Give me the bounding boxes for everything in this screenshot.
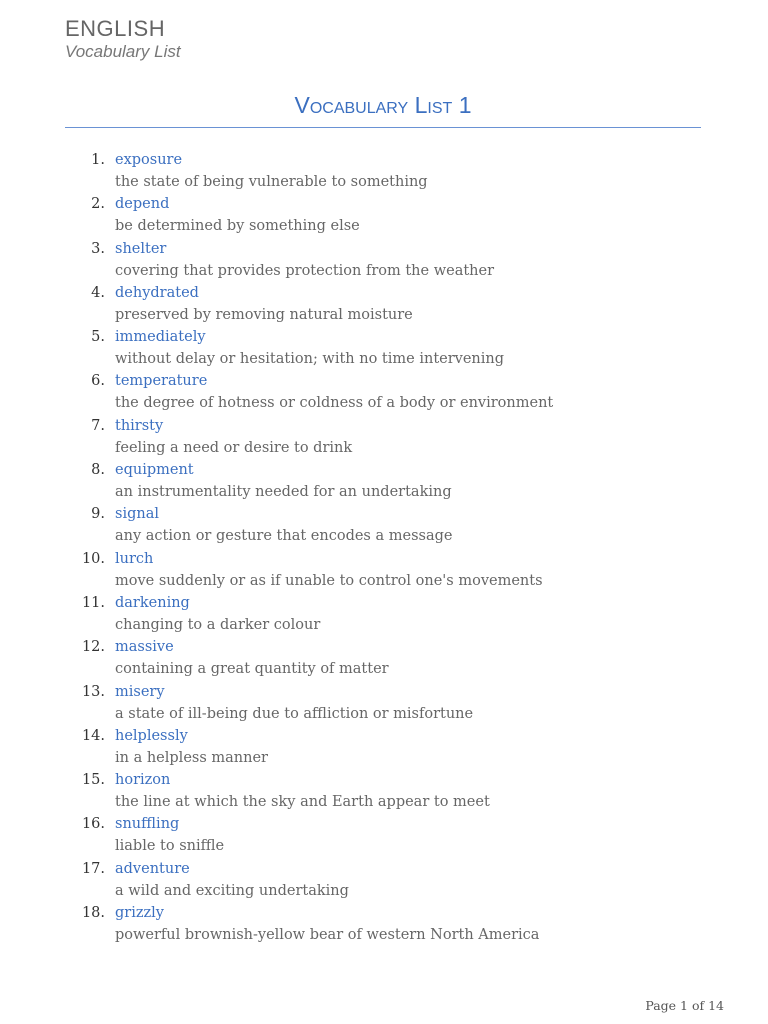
word-definition: without delay or hesitation; with no time intervening [115, 351, 505, 368]
item-number: 18. [81, 905, 105, 922]
item-number: 3. [91, 240, 105, 257]
subject-heading: ENGLISH [65, 16, 166, 41]
word-definition: a wild and exciting undertaking [115, 882, 349, 899]
item-number: 15. [81, 772, 105, 789]
word-definition: containing a great quantity of matter [115, 661, 389, 678]
vocabulary-word: lurch [115, 550, 154, 567]
list-title: Vocabulary List 1 [294, 92, 472, 118]
word-definition: be determined by something else [115, 218, 360, 235]
item-number: 2. [91, 196, 105, 213]
word-definition: in a helpless manner [115, 749, 268, 766]
item-number: 10. [81, 550, 105, 567]
word-definition: move suddenly or as if unable to control one's movements [115, 572, 543, 589]
vocabulary-item [65, 459, 705, 503]
word-definition: an instrumentality needed for an undertaking [115, 484, 452, 501]
vocabulary-word: darkening [115, 594, 190, 611]
vocabulary-item [65, 725, 705, 769]
word-definition: feeling a need or desire to drink [115, 439, 353, 456]
vocabulary-word: grizzly [115, 905, 164, 922]
document-type-subtitle: Vocabulary List [65, 42, 181, 61]
item-number: 7. [91, 417, 105, 434]
vocabulary-item [65, 636, 705, 680]
vocabulary-item [65, 548, 705, 592]
vocabulary-word: depend [115, 196, 170, 213]
item-number: 8. [91, 462, 105, 479]
word-definition: the line at which the sky and Earth appear to meet [115, 794, 490, 811]
vocabulary-word: temperature [115, 373, 208, 390]
vocabulary-word: shelter [115, 240, 167, 257]
vocabulary-item [65, 282, 705, 326]
vocabulary-word: helplessly [115, 727, 188, 744]
word-definition: covering that provides protection from the weather [115, 262, 495, 279]
item-number: 1. [91, 152, 105, 168]
item-number: 16. [81, 816, 105, 833]
vocabulary-item [65, 503, 705, 547]
vocabulary-word: adventure [115, 860, 190, 877]
word-definition: preserved by removing natural moisture [115, 306, 413, 323]
item-number: 11. [81, 594, 105, 611]
vocabulary-item [65, 415, 705, 459]
vocabulary-word: equipment [115, 462, 194, 479]
vocabulary-list [65, 149, 705, 946]
item-number: 5. [91, 329, 105, 346]
vocabulary-word: immediately [115, 329, 206, 346]
vocabulary-item [65, 902, 705, 946]
vocabulary-item [65, 769, 705, 813]
vocabulary-item [65, 858, 705, 902]
page-number: Page 1 of 14 [645, 998, 724, 1013]
word-definition: liable to sniffle [115, 838, 225, 855]
document-header [65, 16, 181, 62]
vocabulary-word: massive [115, 639, 174, 656]
item-number: 17. [81, 860, 105, 877]
word-definition: any action or gesture that encodes a message [115, 528, 453, 545]
vocabulary-item [65, 149, 705, 193]
vocabulary-item [65, 813, 705, 857]
vocabulary-word: exposure [115, 152, 183, 168]
vocabulary-item [65, 592, 705, 636]
title-divider [65, 127, 701, 128]
word-definition: the state of being vulnerable to something [115, 174, 428, 190]
vocabulary-item [65, 193, 705, 237]
vocabulary-word: horizon [115, 772, 171, 789]
vocabulary-word: dehydrated [115, 284, 199, 301]
word-definition: powerful brownish-yellow bear of western North America [115, 927, 540, 944]
item-number: 13. [81, 683, 105, 700]
vocabulary-word: snuffling [115, 816, 180, 833]
vocabulary-item [65, 681, 705, 725]
vocabulary-item [65, 326, 705, 370]
item-number: 6. [91, 373, 105, 390]
vocabulary-word: misery [115, 683, 165, 700]
word-definition: the degree of hotness or coldness of a body or environment [115, 395, 554, 412]
vocabulary-word: thirsty [115, 417, 164, 434]
item-number: 4. [91, 284, 105, 301]
item-number: 9. [91, 506, 105, 523]
word-definition: changing to a darker colour [115, 616, 321, 633]
vocabulary-item [65, 238, 705, 282]
item-number: 14. [81, 727, 105, 744]
vocabulary-word: signal [115, 506, 159, 523]
word-definition: a state of ill-being due to affliction or misfortune [115, 705, 474, 722]
vocabulary-item [65, 370, 705, 414]
item-number: 12. [81, 639, 105, 656]
